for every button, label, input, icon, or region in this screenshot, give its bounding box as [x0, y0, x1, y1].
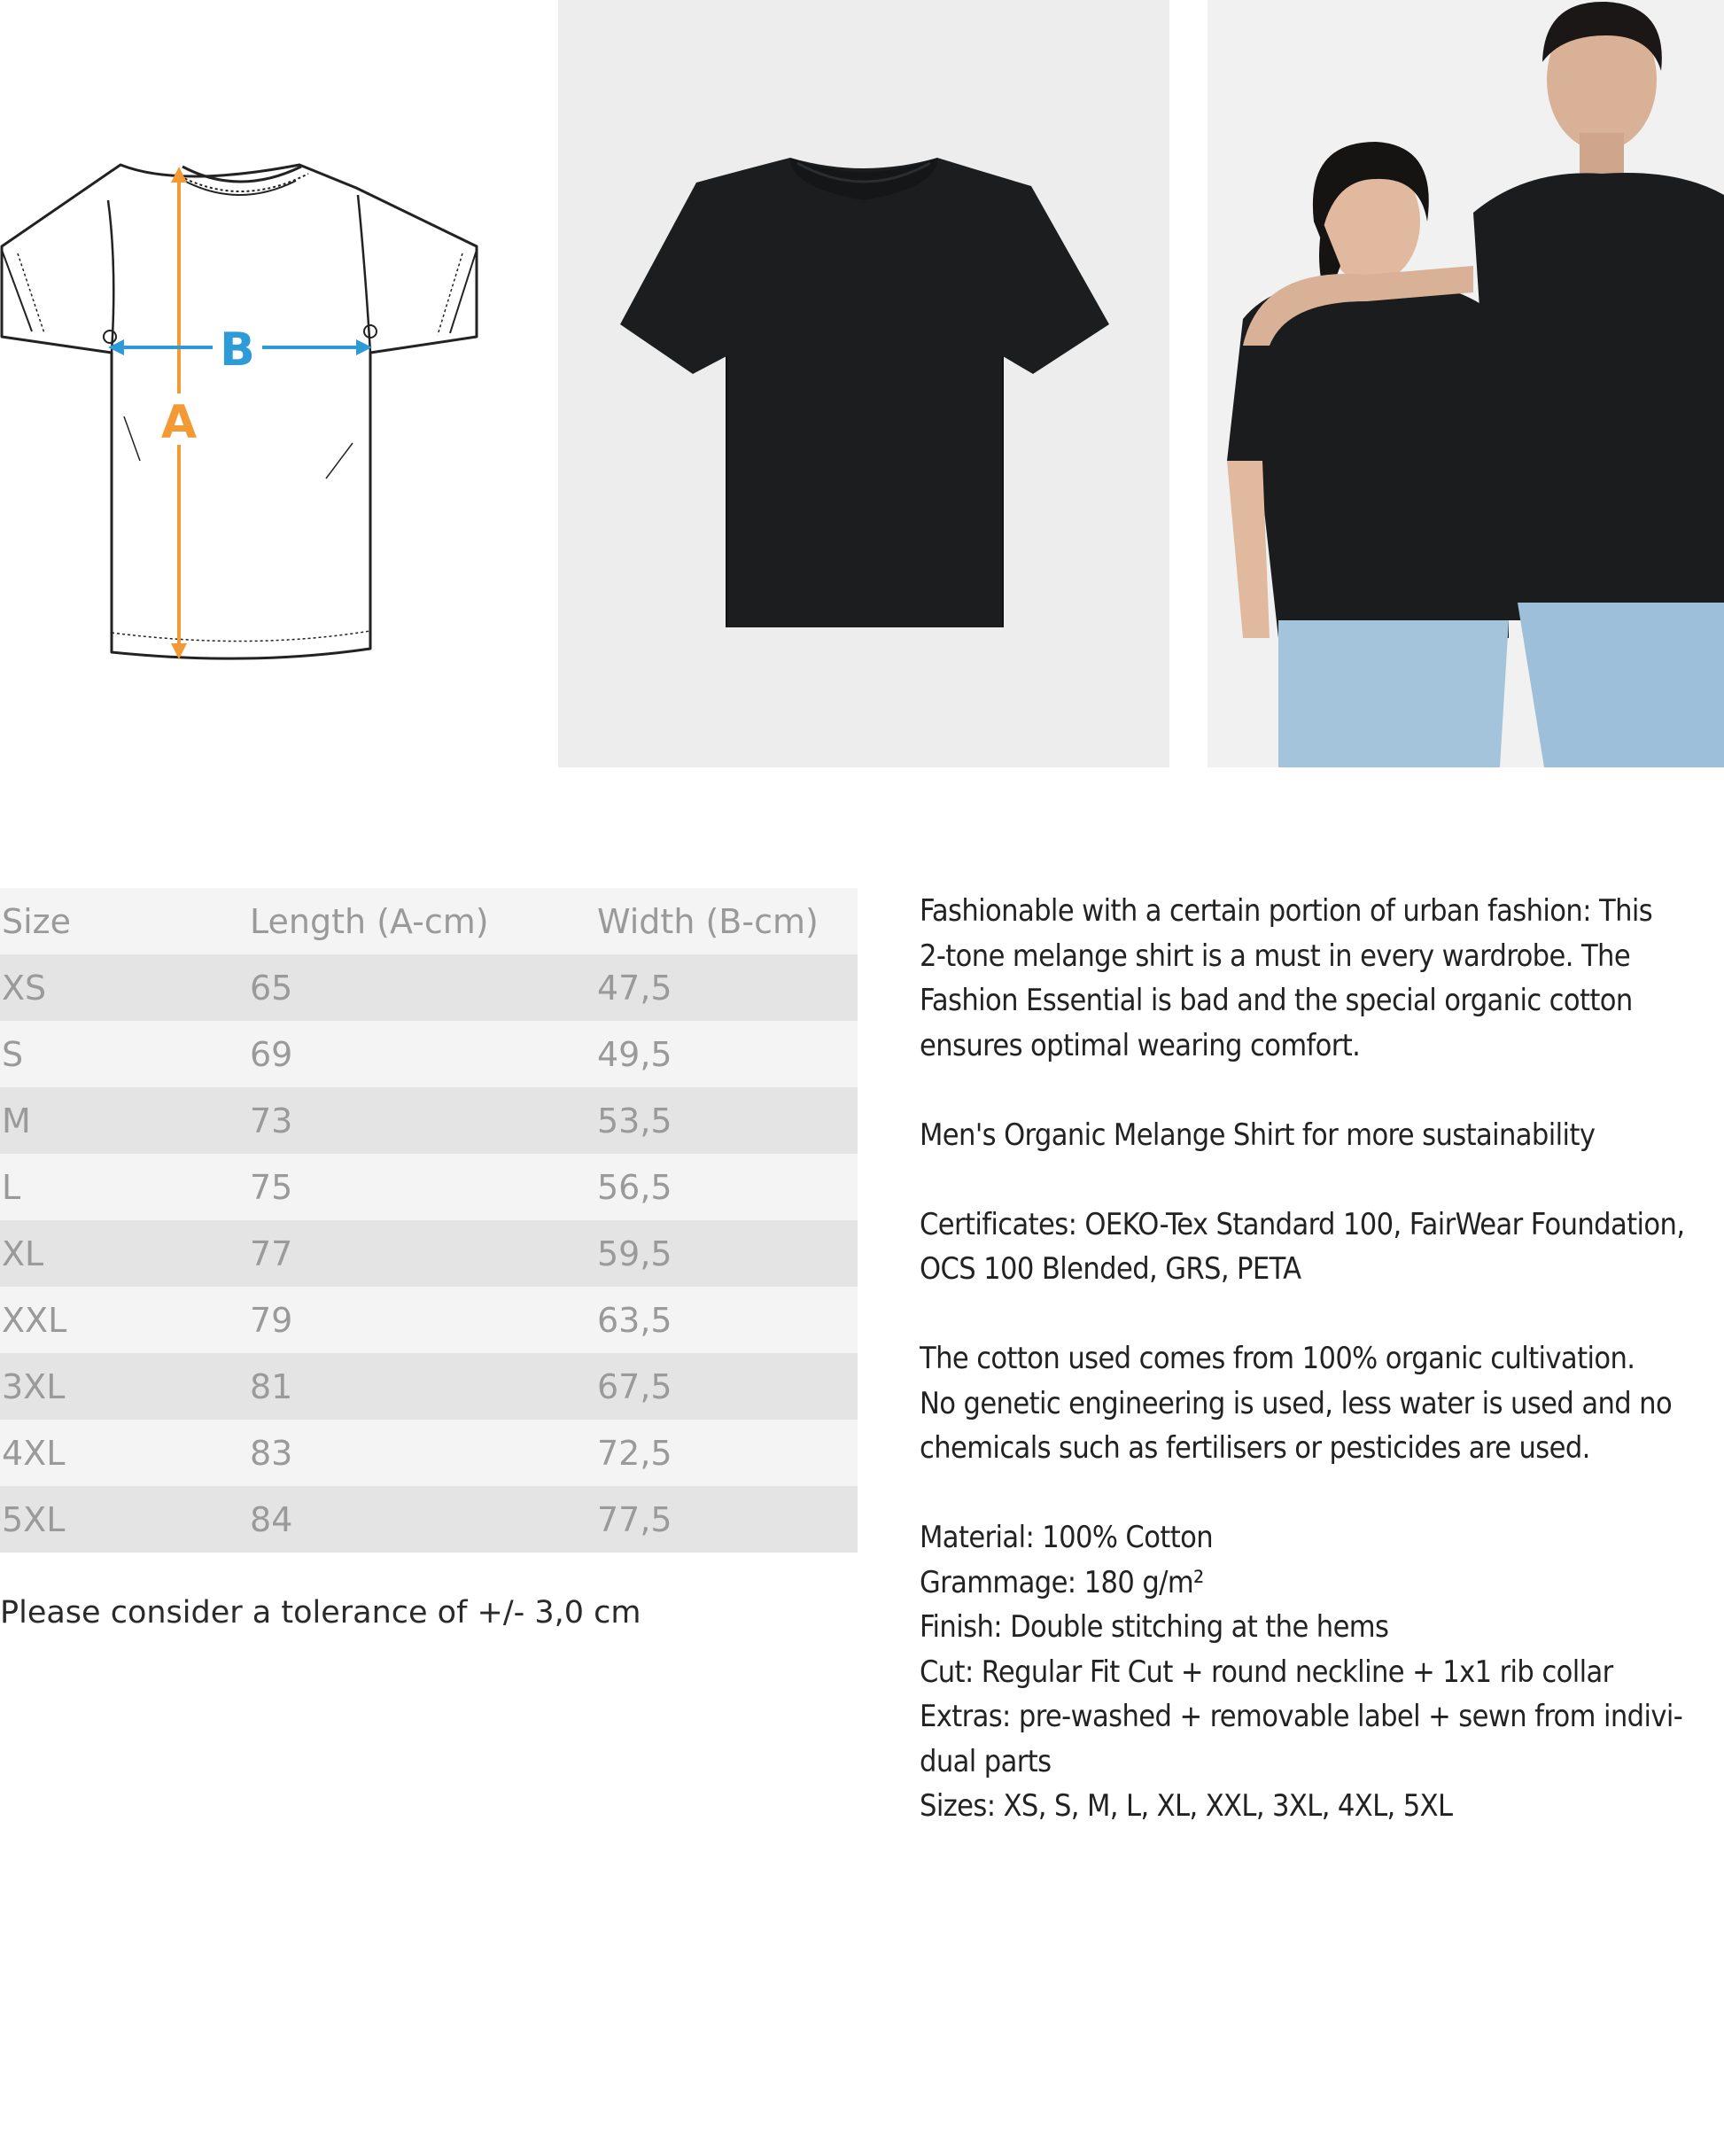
cell-length: 77 [250, 1234, 293, 1273]
cell-length: 65 [250, 968, 293, 1008]
product-photo [558, 0, 1169, 767]
spec-extras: Extras: pre-washed + removable label + sewn from indivi- [920, 1699, 1683, 1734]
cell-size: L [2, 1167, 21, 1207]
spec-sizes: Sizes: XS, S, M, L, XL, XXL, 3XL, 4XL, 5XL [920, 1788, 1453, 1824]
table-row [0, 954, 858, 1021]
tolerance-note: Please consider a tolerance of +/- 3,0 cm [0, 1595, 641, 1631]
cell-length: 84 [250, 1499, 293, 1539]
intro-line: 2-tone melange shirt is a must in every wardrobe. The [920, 938, 1631, 974]
label-b: B [220, 323, 255, 377]
table-row [0, 1420, 858, 1486]
label-a: A [160, 396, 198, 449]
certificates-line: OCS 100 Blended, GRS, PETA [920, 1251, 1301, 1287]
certificates-line: Certificates: OEKO-Tex Standard 100, FairWear Foundation, [920, 1206, 1685, 1242]
cell-width: 77,5 [597, 1499, 672, 1539]
cell-size: 4XL [2, 1433, 66, 1473]
cell-size: 3XL [2, 1366, 66, 1406]
cell-length: 83 [250, 1433, 293, 1473]
cell-size: S [2, 1034, 24, 1074]
spec-material: Material: 100% Cotton [920, 1520, 1213, 1555]
table-row [0, 1287, 858, 1353]
specs-paragraph [920, 1515, 1699, 1829]
models-photo [1208, 0, 1724, 767]
spec-cut: Cut: Regular Fit Cut + round neckline + 1x1 rib collar [920, 1654, 1613, 1690]
table-header-row [0, 888, 858, 954]
product-description [920, 889, 1699, 1873]
cell-length: 75 [250, 1167, 293, 1207]
spec-extras-continued: dual parts [920, 1743, 1052, 1779]
spec-grammage: Grammage: 180 g/m² [920, 1564, 1204, 1600]
size-table [0, 888, 858, 1553]
cotton-paragraph [920, 1336, 1699, 1471]
cotton-line: The cotton used comes from 100% organic cultivation. [920, 1341, 1635, 1376]
cell-size: XXL [2, 1300, 67, 1340]
cell-length: 79 [250, 1300, 293, 1340]
intro-paragraph [920, 889, 1699, 1068]
cell-width: 56,5 [597, 1167, 672, 1207]
table-row [0, 1353, 858, 1420]
intro-line: ensures optimal wearing comfort. [920, 1027, 1361, 1063]
cell-size: XL [2, 1234, 44, 1273]
tagline-paragraph [920, 1113, 1699, 1158]
cotton-line: No genetic engineering is used, less water is used and no [920, 1385, 1673, 1421]
cell-width: 49,5 [597, 1034, 672, 1074]
header-width: Width (B-cm) [597, 901, 819, 941]
cell-size: M [2, 1101, 31, 1140]
certificates-paragraph [920, 1203, 1699, 1292]
header-size: Size [2, 901, 72, 941]
spec-finish: Finish: Double stitching at the hems [920, 1609, 1389, 1645]
cell-width: 59,5 [597, 1234, 672, 1273]
table-row [0, 1220, 858, 1287]
cell-width: 47,5 [597, 968, 672, 1008]
size-diagram [0, 0, 496, 767]
cotton-line: chemicals such as fertilisers or pesticides are used. [920, 1430, 1590, 1466]
cell-size: XS [2, 968, 47, 1008]
table-row [0, 1154, 858, 1220]
table-row [0, 1486, 858, 1553]
cell-length: 73 [250, 1101, 293, 1140]
table-row [0, 1087, 858, 1154]
cell-length: 69 [250, 1034, 293, 1074]
tshirt-outline-diagram [0, 0, 496, 767]
cell-width: 67,5 [597, 1366, 672, 1406]
intro-line: Fashion Essential is bad and the special organic cotton [920, 983, 1633, 1018]
cell-size: 5XL [2, 1499, 66, 1539]
cell-width: 72,5 [597, 1433, 672, 1473]
cell-length: 81 [250, 1366, 293, 1406]
table-row [0, 1021, 858, 1087]
tagline: Men's Organic Melange Shirt for more sustainability [920, 1117, 1596, 1153]
cell-width: 63,5 [597, 1300, 672, 1340]
black-tshirt-image [558, 0, 1169, 767]
cell-width: 53,5 [597, 1101, 672, 1140]
intro-line: Fashionable with a certain portion of urban fashion: This [920, 893, 1653, 929]
models-wearing-shirts-image [1208, 0, 1724, 767]
header-length: Length (A-cm) [250, 901, 489, 941]
